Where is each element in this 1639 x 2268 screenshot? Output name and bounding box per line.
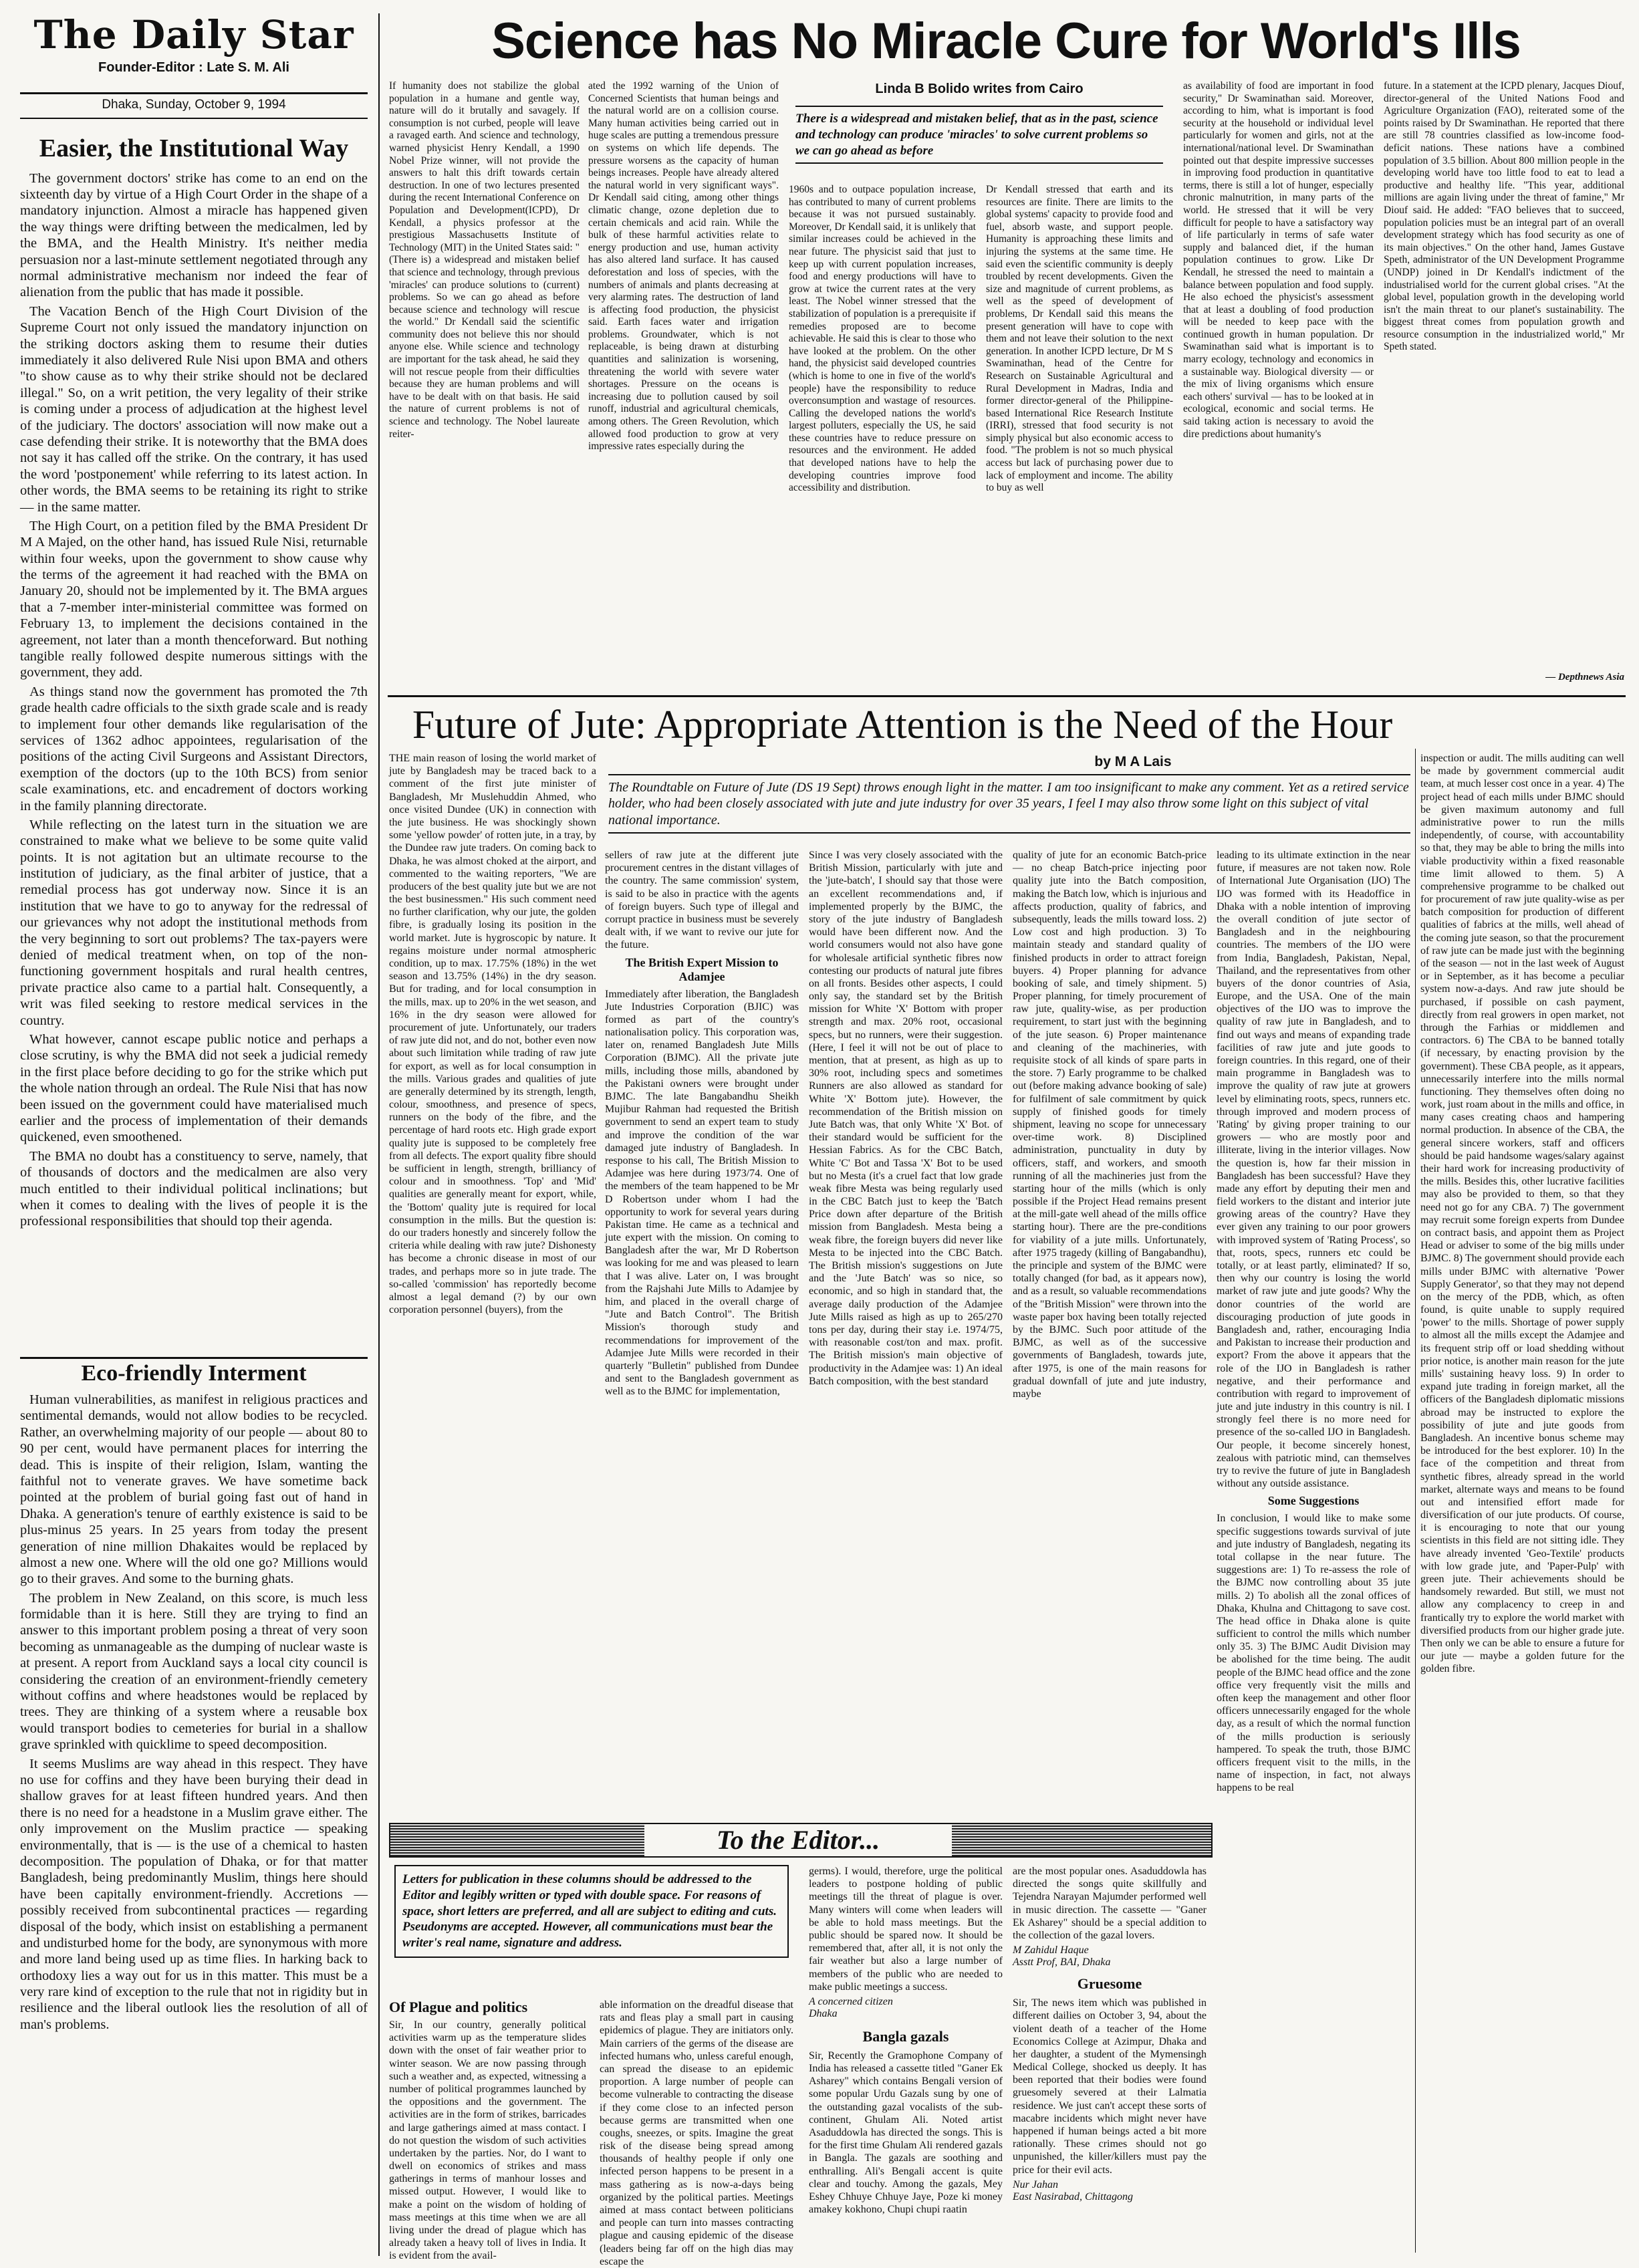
- editorial-eco: [20, 1357, 368, 2256]
- science-deck: There is a widespread and mistaken belief, that as in the past, science and technology can produce 'miracles' to solve current problems so we can go ahead as before: [795, 106, 1163, 164]
- jute-suggestions-subhead: Some Suggestions: [1267, 1494, 1360, 1508]
- science-col-2: ated the 1992 warning of the Union of Concerned Scientists that human beings and the natural world are on a collision course. Many human activities being carried out in huge scales are putting a tremendous pressure on systems on which life depends. The pressure worsens as the capacity of human beings increases. People have already altered the natural world in very significant ways". Dr Kendall said citing, among other things climatic change, ozone depletion due to certain chemicals and acid rain. While the bulk of these harmful activities relate to energy production and use, human activity has also altered land surface. It has caused deforestation and loss of species, with the numbers of animals and plants decreasing at very alarming rates. The destruction of land is affecting food production, the physicist said. Earth faces water and irrigation problems. Groundwater, which is not replaceable, is being drawn at disturbing quantities and salinization is worsening, threatening the world with severe water shortages. Pressure on the oceans is increasing due to pollution caused by soil runoff, industrial and agricultural chemicals, among others. The Green Revolution, which allowed food production to grow at very impressive rates especially during the: [588, 80, 779, 453]
- editorial-paragraph: As things stand now the government has promoted the 7th grade health cadre officials to the sixth grade scale and is ready to implement four other demands like regularisation of the services of 1362 adhoc appointees, regularisation of the positions of the acting Civil Surgeons and Assistant Directors, exemption of the doctors (up to the 10th BCS) from senior scale examinations, etc. and encadrement of doctors working in the family planning directorate.: [20, 684, 368, 813]
- letter-plague-cont: [809, 1865, 1003, 2253]
- letter-gruesome-signature: Nur Jahan: [1013, 2178, 1058, 2190]
- jute-col-2-lead: sellers of raw jute at the different jute procurement centres in the distant villages of the country. The same commission' system, is said to be also in practice with the agents of foreign buyers. Such type of illegal and corrupt practice in business must be severely dealt with, if we want to revive our jute for the future.: [605, 850, 799, 951]
- editorial-paragraph: It seems Muslims are way ahead in this respect. They have no use for coffins and they have been burying their dead in shallow graves for at least fifteen hundred years. And then there is no need for a headstone in a Muslim grave either. The only improvement on the Muslim practice — speaking environmentally, that is — is the use of a chemical to hasten decomposition. The population of Dhaka, or for that matter Bangladesh, being predominantly Muslim, things here should have been capitally environment-friendly. Accretions — possibly received from subcontinental practices — regarding disposal of the body, which insist on establishing a permanent and undisturbed home for the body, are synonymous with more and more land being used up as time flies. In harking back to orthodoxy lies a way out for us in this matter. This must be a very rare kind of exception to the rule that not in rigidity but in resilience and the liberal outlook lies the resolution of all of man's problems.: [20, 1756, 368, 2032]
- editorial-paragraph: The Vacation Bench of the High Court Division of the Supreme Court not only issued the mandatory injunction on the striking doctors asking them to resume their duties immediately it also delivered Rule Nisi upon BMA and others "to show cause as to why their strike should not be declared illegal." So, on a writ petition, the very legality of their strike is coming under a process of adjudication at the highest level of the judiciary. The doctors' association will now make out a case defending their strike. It is noteworthy that the BMA does not say it has called off the strike. On the contrary, it has used the word 'postponement' while referring to its latest action. In other words, the BMA seems to be retaining its right to strike — in the same matter.: [20, 303, 368, 515]
- jute-col-5-body: leading to its ultimate extinction in the near future, if measures are not taken now. Role of International Jute Organisation (IJO) The IJO was formed with its Headoffice in Dhaka with a noble intention of improving the overall condition of jute sector of Bangladesh and in the neighbouring countries. The members of the IJO were from India, Bangladesh, Pakistan, Nepal, Thailand, and the representatives from other buyers of the donor countries of Asia, Europe, and the USA. One of the main objectives of the IJO was to improve the quality of raw jute in Bangladesh, and to find out ways and means of expanding trade facilities of raw jute and jute goods to foreign countries. In this regard, one of their main programme in Bangladesh was to improve the quality of raw jute at growers level by eliminating roots, specs, runners etc. through improved and modern process of 'Rating' by giving proper training to our growers — who are mostly poor and illiterate, living in the interior villages. Now the question is, how far their mission in Bangladesh has been successful? Have they made any effort by deputing their men and field workers to the distant and interior jute growing areas of the country? Have they ever given any training to our poor growers with improved system of 'Rating Process', so that, roots, specs, runners etc could be totally, or at least partly, eliminated? If so, then why our country is losing the world market of raw jute and jute goods? Why the donor countries of the world are discouraging production of jute goods in Bangladesh and, rather, encouraging India and Pakistan to increase their production and export? From the above it appears that the role of the IJO in Bangladesh is rather negative, and their performance and contribution with regard to improvement of jute and jute industry in this country is nil. I strongly feel there is no more need for presence of the so-called IJO in Bangladesh. Our people, it become sincerely honest, zealous with patriotic mind, can themselves try to revive the future of jute in Bangladesh without any outside assistance.: [1217, 850, 1410, 1490]
- editorial2-body: [20, 1392, 368, 2247]
- science-byline: Linda B Bolido writes from Cairo: [875, 82, 1084, 96]
- letters-banner-title: To the Editor...: [644, 1824, 952, 1856]
- letter-gruesome-body: Sir, The news item which was published in different dailies on October 3, 94, about the violent death of a teacher of the Home Economics College at Azimpur, Dhaka and her daughter, a student of the Mymensingh Medical College, shocked us deeply. It has been reported that their bodies were found gruesomely severed at their Lalmatia residence. We just can't accept these sorts of macabre incidents which might never have happened if human beings acted a bit more rationally. These crimes should not go unpunished, the killer/killers must pay the price for their evil acts.: [1013, 1997, 1207, 2176]
- science-col-6: future. In a statement at the ICPD plenary, Jacques Diouf, director-general of the United Nations Food and Agriculture Organization (FAO), reiterated some of the points raised by Dr Swaminathan. He reported that there are still 78 countries classified as low-income food-deficit nations. These nations have a combined population of 3.5 billion. About 800 million people in the developing world have too little food to eat to lead a productive and healthy life. "This year, additional millions are again living under the threat of famine," Mr Diouf said. He added: "FAO believes that to succeed, population policies must be an integral part of an overall development strategy which has food security as one of its main objectives." On the other hand, James Gustave Speth, administrator of the UN Development Programme (UNDP) joined in Dr Kendall's indictment of the industrialised world for the current global crises. "At the global level, population growth in the developing world isn't the main threat to our planet's sustainability. The biggest threat comes from population growth and resource consumption in the industrialized world," Mr Speth stated.: [1384, 80, 1624, 353]
- letter-plague-title: Of Plague and politics: [389, 1999, 528, 2015]
- science-col-4: Dr Kendall stressed that earth and its resources are finite. There are limits to the global systems' capacity to provide food and fuel, absorb waste, and support people. Humanity is approaching these limits and injuring the systems at the same time. He said even the scientific community is deeply troubled by recent developments. Given the size and magnitude of current problems, as well as the speed of development of problems, Dr Kendall said this means the present generation will have to cope with them and not leave their solution to the next generation. In another ICPD lecture, Dr M S Swaminathan, head of the Centre for Research on Sustainable Agricultural and Rural Development in Madras, India and former director-general of the Philippine-based International Rice Research Institute (IRRI), stressed that food security is not simply physical but also economic access to food. "The problem is not so much physical access but lack of purchasing power due to lack of employment and income. The ability to buy as well: [986, 184, 1173, 494]
- masthead: [20, 12, 368, 129]
- jute-col-5-suggestions: In conclusion, I would like to make some specific suggestions towards survival of jute and jute industry of Bangladesh, negating its total collapse in the near future. The suggestions are: 1) To re-assess the role of the BJMC now controlling about 35 jute mills. 2) To abolish all the zonal offices of Dhaka, Khulna and Chittagong to save cost. The head office in Dhaka alone is quite sufficient to control the mills which number only 35. 3) The BJMC Audit Division may be abolished for the time being. The audit people of the BJMC head office and the zone office very frequently visit the mills and often keep the management and other floor officers unnecessarily engaged for the whole day, as a result of which the normal function of the mills production is seriously hampered. To speak the truth, those BJMC officers frequent visit to the mills, in the name of inspection, in fact, not always happens to be real: [1217, 1513, 1410, 1794]
- letter-bangla-title: Bangla gazals: [862, 2027, 949, 2045]
- jute-col-1: THE main reason of losing the world market of jute by Bangladesh may be traced back to a comment of the first jute minister of Bangladesh, Mr Muslehuddin Ahmed, who once visited Dundee (UK) in connection with the jute business. He was shockingly shown some 'yellow powder' of rotten jute, in a tray, by the Dundee raw jute traders. On coming back to Dhaka, he was almost choked at the airport, and commented to the waiting reporters, "We are producers of the best quality jute but we are not the best businessmen." His such comment need no further clarification, why our jute, the golden fibre, is gradually losing its position in the world market. Jute is hygroscopic by nature. It regains moisture under normal atmospheric condition, up to max. 17.75% (18%) in the wet season and 13.75% (14%) in the dry season. But for trading, and for local consumption in the mills, max. up to 20% in the wet season, and 16% in the dry season were allowed for procurement of jute. Unfortunately, our traders of raw jute did not, and do not, bother even now about such limitation while trading of raw jute for export, as well as for local consumption in the mills. Various grades and qualities of jute are generally determined by its strength, length, colour, smoothness, and presence of specs, runners on the body of the fibre, and the percentage of hard roots etc. High grade export quality jute is supposed to be completely free from all defects. The export quality fibre should be sufficient in length, strength, brilliancy of colour and in smoothness. 'Top' and 'Mid' qualities are generally meant for export, while, the 'Bottom' quality jute is required for local consumption in the mills. But the question is: do our traders honestly and sincerely follow the criteria while dealing with raw jute? Dishonesty has become a chronic disease in most of our trades, and perhaps more so in jute trade. The so-called 'commission' has reportedly become almost a legal demand (?) by our own corporation personnel (buyers), from the: [389, 753, 596, 1316]
- jute-col-2-body: Immediately after liberation, the Bangladesh Jute Industries Corporation (BJIC) was formed as part of the country's nationalisation policy. This corporation was, later on, renamed Bangladesh Jute Mills Corporation (BJMC). All the private jute mills, including those mills, abandoned by the Pakistani owners were brought under BJMC. The late Bangabandhu Sheikh Mujibur Rahman had requested the British government to send an expert team to study and improve the condition of the war damaged jute industry of Bangladesh. In response to his call, The British Mission to Adamjee was here during 1973/74. One of the members of the team happened to be Mr D Robertson under whom I had the opportunity to work for several years during Pakistan time. He came as a technical and jute expert with the mission. On coming to Bangladesh after the war, Mr D Robertson was looking for me and was pleased to learn that I was alive. Later on, I was brought from the Rajshahi Jute Mills to Adamjee by him, and placed in the overall charge of "Jute and Batch Control". The British Mission's thorough study and recommendations for improvement of the Adamjee Jute Mills were recorded in their quarterly "Bulletin" published from Dundee and sent to the Bangladesh government as well as to the BJMC for implementation,: [605, 988, 799, 1398]
- letter-plague-col-2: able information on the dreadful disease that rats and fleas play a small part in causing epidemics of plague. They are initiators only. Main carriers of the germs of the disease are infected humans who, unless careful enough, can spread the disease to an epidemic proportion. A large number of people can become vulnerable to contracting the disease if they come close to an infected person because germs are transmitted when one coughs, sneezes, or spits. Imagine the great risk of the disease being spread among thousands of healthy people if only one infected person happens to be present in a mass gathering as is now-a-days being organized by the political parties. Meetings aimed at mass contact between politicians and people can turn into masses contracting plague and causing epidemic of the disease (leaders being far off on the high dias may escape the: [600, 1999, 793, 2267]
- editorial-paragraph: What however, cannot escape public notice and perhaps a close scrutiny, is why the BMA did not seek a judicial remedy in the first place before deciding to go for the strike which put the whole nation through an ordeal. The Rule Nisi that has now been issued on the government could have materialised much earlier and the process of implementation of their demands quickened, even smoothened.: [20, 1032, 368, 1145]
- masthead-title: The Daily Star: [33, 12, 354, 57]
- masthead-founder: Founder-Editor : Late S. M. Ali: [98, 60, 289, 75]
- jute-headline: Future of Jute: Appropriate Attention is the Need of the Hour: [412, 703, 1393, 747]
- jute-col-5: [1217, 849, 1410, 2246]
- science-col-1: If humanity does not stabilize the global population in a humane and gentle way, nature will do it brutally and savagely. If consumption is not curbed, people will leave a ravaged earth. And science and technology, warned physicist Henry Kendall, a 1990 Nobel Prize winner, will not provide the answers to halt this drift towards certain destruction. In one of two lectures presented during the recent International Conference on Population and Development(ICPD), Dr Kendall, a physics professor at the prestigious Massachusetts Institute of Technology (MIT) in the United States said: "(There is) a widespread and mistaken belief that science and technology, through previous 'miracles' can produce solutions to (current) problems. So we can go ahead as before because science and technology will rescue the world." Dr Kendall said the scientific community does not believe this nor should anyone else. While science and technology are important for the task ahead, he said they will not rescue people from their difficulties because they are human problems and will have to be dealt with on that basis. He said the nature of current problems is not of science and technology. The Nobel laureate reiter-: [389, 80, 580, 440]
- letter-plague-col-3: germs). I would, therefore, urge the political leaders to postpone holding of public meetings till the threat of plague is over. Many winters will come when leaders will be able to hold mass meetings. But the public should be spared now. It should be remembered that, after all, it is not only the fair weather but also a large number of members of the public who are needed to make public meetings a success.: [809, 1866, 1003, 1993]
- letter-bangla-place: Asstt Prof, BAI, Dhaka: [1013, 1957, 1111, 1969]
- letter-plague-signature: A concerned citizen: [809, 1995, 893, 2007]
- letter-bangla-signature: M Zahidul Haque: [1013, 1944, 1089, 1957]
- jute-byline: by M A Lais: [1094, 754, 1172, 769]
- science-col-3: 1960s and to outpace population increase, has contributed to many of current problems because it was not pursued sustainably. Moreover, Dr Kendall said, it is unlikely that similar increases could be achieved in the near future. The physicist said that just to keep up with current population increases, food and energy productions will have to grow at twice the current rates at the very least. The Nobel winner stressed that the stabilization of population is a prerequisite if remedies proposed are to become achievable. He said this is clear to those who have looked at the problem. On the other hand, the physicist said developed countries (which is home to one in five of the world's people) have the responsibility to reduce overconsumption and wastage of resources. Calling the developed nations the world's largest polluters, especially the US, he said these countries have to reduce pressure on resources and the environment. He added that developed nations have to help the developing countries improve food accessibility and distribution.: [789, 184, 976, 494]
- science-col-5: as availability of food are important in food security," Dr Swaminathan said. Moreover, according to him, what is important is food security at the household or individual level particularly for women and girls, not at the international/national level. Dr Swaminathan pointed out that despite impressive successes in improving food production in quantitative terms, there is still a lot of hunger, especially chronic malnutrition, in many parts of the world. He stressed that it will be very difficult for people to have a satisfactory way of life particularly in terms of safe water supply and balanced diet, if the human population continues to grow. Like Dr Kendall, he stressed the need to maintain a balance between population and food supply. He also echoed the physicist's assessment that at least a doubling of food production will be needed to keep pace with the continued growth in human population. Dr Swaminathan said what is important is to marry ecology, technology and economics in a sustainable way. Biological diversity — or the mix of living organisms which ensure each others' survival — has to be looked at in ecological, economic and social terms. He said taking action is necessary to avoid the dire predictions about humanity's: [1183, 80, 1374, 440]
- editorial-paragraph: The High Court, on a petition filed by the BMA President Dr M A Majed, on the other hand, has issued Rule Nisi, returnable within four weeks, upon the government to show cause why the terms of the agreement it had reached with the BMA on January 20, should not be implemented by it. The BMA argues that a 7-member inter-ministerial committee was formed on February 13, to implement the decisions contained in the agreement, not later than a month thenceforward. But nothing tangible really followed despite numerous sittings with the government, they add.: [20, 518, 368, 680]
- editorial-paragraph: While reflecting on the latest turn in the situation we are constrained to make what we believe to be some quite valid points. It is not agitation but an ultimate recourse to the institution of judiciary, as the final arbiter of justice, that a remedial process has got underway now. Since it is an institution that we have to go to anyway for the redressal of our grievances why not adopt the institutional methods from the very beginning to sort out problems? The tax-payers were denied of medical treatment when, on top of the non-functioning government hospitals and rural health centres, private practice also came to a partial halt. Consequently, a writ was filed seeking to restore medical services in the country.: [20, 817, 368, 1028]
- letter-bangla-body-2: are the most popular ones. Asaduddowla has directed the songs quite skillfully and Tejendra Narayan Majumder performed well in music direction. The cassette — "Ganer Ek Asharey" should be a special addition to the collection of the gazal lovers.: [1013, 1866, 1207, 1941]
- letter-plague-col-1: Sir, In our country, generally political activities warm up as the temperature slides down with the onset of fair weather prior to winter season. We are now passing through such a weather and, as expected, witnessing a number of political programmes launched by the oppositions and the government. The activities are in the form of strikes, barricades and large gatherings aimed at mass contact. I do not question the wisdom of such activities undertaken by the parties. Nor, do I want to dwell on economics of strikes and mass gatherings in terms of manhour losses and missed output. However, I would like to make a point on the wisdom of holding of mass meetings at this time when we are all living under the dread of plague which has already taken a heavy toll of lives in India. It is evident from the avail-: [389, 2019, 586, 2262]
- jute-col-3: Since I was very closely associated with the British Mission, particularly with jute and the 'jute-batch', I should say that those were an excellent recommendations and, if implemented properly by the BJMC, the story of the jute industry of Bangladesh would have been different now. And the world consumers would not also have gone for wholesale artificial synthetic fibres now contesting our products of natural jute fibres on all fronts. Besides other aspects, I could only say, the standard set by the British mission for White 'X' Bottom with proper strength and max. 20% root, occasional specs, but no runners, were their suggestion. (Here, I feel it will not be out of place to mention, that at present, as high as up to 30% root, including specs and sometimes Runners are also allowed as standard for White 'X' Bottom jute). However, the recommendation of the British mission on Jute Batch was, that only White 'X' Bot. of their standard would be sufficient for the Hessian Fabrics. As for the CBC Batch, White 'C' Bot and Tassa 'X' Bot to be used but no Mesta (it's a cruel fact that low grade weak fibre Mesta was being regularly used in the CBC Batch just to keep the 'Batch Price down after departure of the British mission from Bangladesh. Mesta being a weak fibre, the foreign buyers did never like Mesta to be injected into the CBC Batch. The British mission's suggestions on Jute and the 'Jute Batch' was so nice, so economic, and so high in standard that, the average daily production of the Adamjee Jute Mills raised as high as up to 265/270 tons per day, during their stay i.e. 1974/75, with reasonable cost/ton and max. profit. The British mission's main objective of productivity in the Adamjee was: 1) An ideal Batch composition, with the best standard: [809, 850, 1003, 1387]
- editorial2-headline: Eco-friendly Interment: [81, 1361, 307, 1386]
- science-headline: Science has No Miracle Cure for World's Ills: [491, 13, 1521, 70]
- editorial-paragraph: The BMA no doubt has a constituency to serve, namely, that of thousands of doctors and the medicalmen are also very much entitled to their individual political inclinations; but when it comes to dealing with the lives of people it is the professional responsibilities that should top their agenda.: [20, 1148, 368, 1229]
- letter-gruesome-title: Gruesome: [1077, 1975, 1142, 1993]
- science-credit: — Depthnews Asia: [1545, 672, 1624, 682]
- jute-col-4: quality of jute for an economic Batch-price — no cheap Batch-price injecting poor quality jute into the Batch composition, making the Batch low, which is injurious and affects production, quality of fabrics, and subsequently, leads the mills toward loss. 2) Low cost and high production. 3) To maintain steady and standard quality of finished products in order to attract foreign buyers. 4) Proper planning for advance booking of sale, and timely shipment. 5) Proper planning, for timely procurement of raw jute, quality-wise, as per production requirement, to start just with the beginning of the jute season. 6) Proper maintenance and cleaning of the machineries, with requisite stock of all kinds of spare parts in the store. 7) Early programme to be chalked out (before making advance booking of sale) for fulfilment of sale commitment by quick supply of finished goods for timely shipment, leaving no scope for unnecessary over-time work. 8) Disciplined administration, punctuality in duty by officers, staff, and workers, and smooth running of all the machineries just from the starting hour of the mills (which is only possible if the Project Head remains present at the mill-gate well ahead of the mills office starting hour). There are the pre-conditions for viability of a jute mills. Unfortunately, after 1975 tragedy (killing of Bangabandhu), the principle and system of the BJMC were totally changed (for bad, as it appears now), and as a result, so valuable recommendations of the "British Mission" were thrown into the waste paper box having been totally rejected by the BJMC. Such poor attitude of the BJMC, as well as of the successive governments of Bangladesh, towards jute, after 1975, is one of the main reasons for gradual downfall of jute and jute industry, maybe: [1013, 850, 1207, 1400]
- editorial-paragraph: The government doctors' strike has come to an end on the sixteenth day by virtue of a High Court Order in the shape of a mandatory injunction. Almost a miracle has happened given the way things were drifting between the medicalmen, led by the BMA, and the Health Ministry. It's neither media persuasion nor a last-minute settlement negotiated through any normal administrative mechanism nor indeed the fear of alienation from the public that has made it possible.: [20, 170, 368, 300]
- jute-subhead: The British Expert Mission to Adamjee: [625, 955, 779, 983]
- editorial-body: [20, 170, 368, 1320]
- editorial-paragraph: Human vulnerabilities, as manifest in religious practices and sentimental demands, would not allow bodies to be recycled. Rather, an overwhelming majority of our people — about 80 to 90 per cent, would have permanent places for interring the dead. This is inspite of their religion, Islam, wanting the faithful not to venerate graves. We have sometime back pointed at the problem of burial going fast out of hand in Dhaka. A generation's tenure of earthly existence is said to be plus-minus 25 years. In 25 years from today the present generation of nine million Dhakaites would be replaced by almost a new one. Where will the old one go? Millions would go to their graves. And some to the burning ghats.: [20, 1392, 368, 1587]
- letters-banner: [389, 1823, 1213, 1858]
- letters-notice: Letters for publication in these columns should be addressed to the Editor and legibly written or typed with double space. For reasons of space, short letters are preferred, and all are subject to editing and cuts. Pseudonyms are accepted. However, all communications must bear the writer's real name, signature and address.: [394, 1865, 789, 1958]
- jute-deck: The Roundtable on Future of Jute (DS 19 Sept) throws enough light in the matter. I am too insignificant to make any comment. Yet as a retired service holder, who had been closely associated with jute and jute industry for over 35 years, I feel I may also throw some light on this subject of vital national importance.: [608, 774, 1410, 834]
- letter-gruesome-place: East Nasirabad, Chittagong: [1013, 2190, 1134, 2202]
- jute-col-2: [605, 849, 799, 1818]
- masthead-dateline: Dhaka, Sunday, October 9, 1994: [102, 98, 286, 112]
- editorial-easier: [20, 130, 368, 1354]
- letter-plague-place: Dhaka: [809, 2007, 838, 2019]
- letter-bangla-cont: [1013, 1865, 1207, 2253]
- editorial-headline: Easier, the Institutional Way: [39, 134, 349, 162]
- editorial-paragraph: The problem in New Zealand, on this score, is much less formidable than it is here. Still they are trying to find an answer to this important problem posing a threat of very soon becoming as unmanageable as the dumping of nuclear waste is at present. A report from Auckland says a local city council is considering the creation of an environment-friendly cemetery without coffins and where headstones would be replaced by trees. They are thinking of a system where a reusable box would transport bodies to cemeteries for burial in a shallow grave sprinkled with quicklime to speed decomposition.: [20, 1590, 368, 1753]
- jute-col-6: inspection or audit. The mills auditing can well be made by government commercial audit team, at much lesser cost once in a year. 4) The project head of each mills under BJMC should be given maximum autonomy and full administrative power to run the mills independently, of course, with accountability so that, they may be able to bring the mills into viable productivity within a fixed reasonable time limit allowed to them. 5) A comprehensive programme to be chalked out for procurement of raw jute quality-wise as per batch composition for production of different qualities of fabrics at the mills, well ahead of the coming jute season, so that the procurement of raw jute can be made just with the beginning of the season — not in the last week of August or in September, as it has become a peculiar system now-a-days. And raw jute should be purchased, if possible on cash payment, directly from real growers in open market, not through the Farhias or middlemen and contractors. 6) The CBA to be banned totally (if necessary, by enacting provision by the government). These CBA people, as it appears, unnecessarily interfere into the mills normal functioning. They themselves often doing no work, just roam about in the mills and office, in many cases creating chaos and hampering normal production. In absence of the CBA, the general sincere workers, staff and officers should be paid handsome wages/salary against their hard work for increasing productivity of the mills. Besides this, other lucrative facilities may also be provided to them, so that they need not go for any CBA. 7) The government may recruit some foreign experts from Dundee on contract basis, and appoint them as Project Head or adviser to some of the big mills under BJMC. 8) The government should provide each mills under BJMC with alternative 'Power Supply Generator', so that they may not depend on the mercy of the PDB, which, as often found, is quite unable to supply required 'power' to the mills. Shortage of power supply to almost all the mills except the Adamjee and its frequent strip off or load shedding without prior notice, is another main reason for the jute mills' sustaining heavy loss. 9) In order to expand jute trading in foreign market, all the officers of the Bangladesh diplomatic missions abroad may be instructed to explore the possibility of jute and jute goods from Bangladesh. An incentive bonus scheme may be introduced for the best explorer. 10) In the face of the competition and threat from synthetic fibres, already spread in the world market, alternate ways and means to be found out and intensified effort made for diversification of our jute products. Of course, it is encouraging to note that our young scientists in this field are not sitting idle. They have already invented 'Geo-Textile' products with low grade jute, and 'Paper-Pulp' with green jute. Their achievements should be handsomely rewarded. But still, we must not allow any complacency to creep in and frantically try to explore the world market with diversified products from our higher grade jute. Then only we can be able to ensure a future for our jute — maybe a golden future for the golden fibre.: [1420, 753, 1624, 1675]
- letter-bangla-body: Sir, Recently the Gramophone Company of India has released a cassette titled "Ganer Ek Asharey" which contains Bengali version of some popular Urdu Gazals sung by one of the outstanding gazal vocalists of the sub-continent, Ghulam Ali. Noted artist Asaduddowla has directed the songs. This is for the first time Ghulam Ali rendered gazals in Bangla. The gazals are soothing and enthralling. Ali's Bengali accent is quite clear and touchy. Among the gazals, Mey Eshey Chhuye Chhuye Jaye, Poze ki money amakey kokhono, Chupi chupi raatin: [809, 2049, 1003, 2216]
